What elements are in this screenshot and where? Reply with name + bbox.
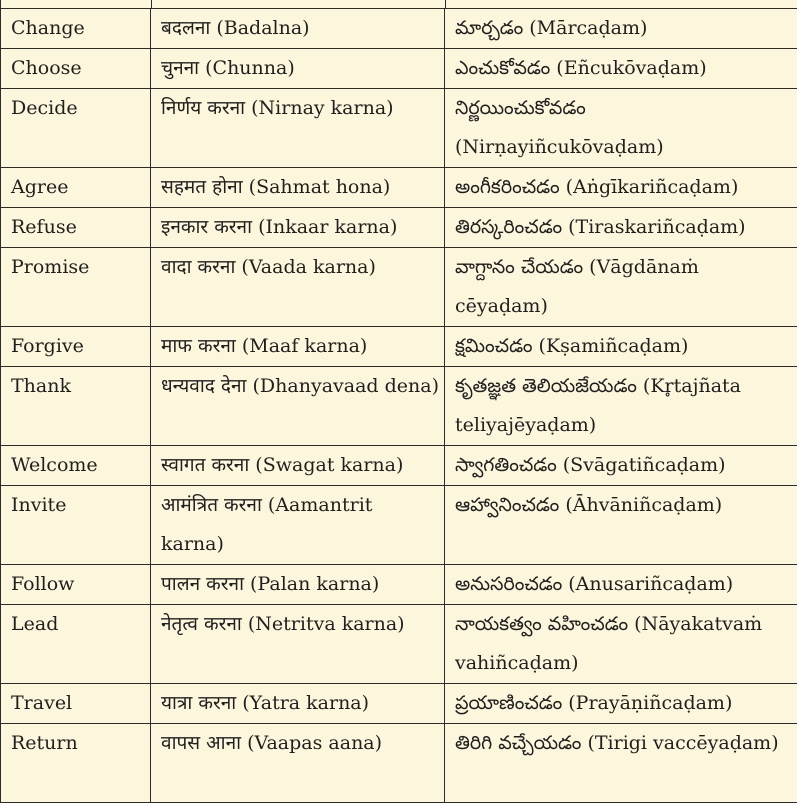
telugu-cell: ఎంచుకోవడం (Eñcukōvaḍam) (445, 49, 797, 89)
english-cell: Decide (1, 89, 151, 168)
hindi-cell: नेतृत्व करना (Netritva karna) (151, 605, 445, 684)
telugu-cell: ఆహ్వానించడం (Āhvāniñcaḍam) (445, 486, 797, 565)
english-cell: Travel (1, 684, 151, 724)
table-row (1, 248, 797, 327)
english-cell: Change (1, 9, 151, 49)
hindi-cell: वापस आना (Vaapas aana) (151, 724, 445, 803)
table-row (1, 565, 797, 605)
english-cell: Agree (1, 168, 151, 208)
table-row (1, 367, 797, 446)
hindi-cell: धन्यवाद देना (Dhanyavaad dena) (151, 367, 445, 446)
hindi-cell: बदलना (Badalna) (151, 9, 445, 49)
telugu-cell: తిరిగి వచ్చేయడం (Tirigi vaccēyaḍam) (445, 724, 797, 803)
telugu-cell: కృతజ్ఞత తెలియజేయడం (Kr̥tajñata teliyajēyaḍam) (445, 367, 797, 446)
english-cell: Thank (1, 367, 151, 446)
telugu-cell: మార్చడం (Mārcaḍam) (445, 9, 797, 49)
hindi-cell: सहमत होना (Sahmat hona) (151, 168, 445, 208)
english-cell: Return (1, 724, 151, 803)
table-row (1, 327, 797, 367)
english-cell: Welcome (1, 446, 151, 486)
hindi-cell: यात्रा करना (Yatra karna) (151, 684, 445, 724)
table-row (1, 208, 797, 248)
hindi-cell: पालन करना (Palan karna) (151, 565, 445, 605)
english-cell: Follow (1, 565, 151, 605)
hindi-cell: आमंत्रित करना (Aamantrit karna) (151, 486, 445, 565)
hindi-cell: माफ करना (Maaf karna) (151, 327, 445, 367)
telugu-cell: నాయకత్వం వహించడం (Nāyakatvaṁ vahiñcaḍam) (445, 605, 797, 684)
table-row (1, 446, 797, 486)
table-row (1, 89, 797, 168)
english-cell: Promise (1, 248, 151, 327)
hindi-cell: स्वागत करना (Swagat karna) (151, 446, 445, 486)
table-row (1, 605, 797, 684)
english-cell: Refuse (1, 208, 151, 248)
english-cell: Lead (1, 605, 151, 684)
hindi-cell: निर्णय करना (Nirnay karna) (151, 89, 445, 168)
english-cell: Choose (1, 49, 151, 89)
telugu-cell: అనుసరించడం (Anusariñcaḍam) (445, 565, 797, 605)
telugu-cell: అంగీకరించడం (Aṅgīkariñcaḍam) (445, 168, 797, 208)
table-row (1, 486, 797, 565)
table-row (1, 684, 797, 724)
hindi-cell: वादा करना (Vaada karna) (151, 248, 445, 327)
table-row (1, 49, 797, 89)
verb-translation-table (0, 8, 797, 803)
table-row (1, 724, 797, 803)
hindi-cell: चुनना (Chunna) (151, 49, 445, 89)
hindi-cell: इनकार करना (Inkaar karna) (151, 208, 445, 248)
english-cell: Invite (1, 486, 151, 565)
telugu-cell: వాగ్దానం చేయడం (Vāgdānaṁ cēyaḍam) (445, 248, 797, 327)
telugu-cell: ప్రయాణించడం (Prayāṇiñcaḍam) (445, 684, 797, 724)
english-cell: Forgive (1, 327, 151, 367)
telugu-cell: నిర్ణయించుకోవడం (Nirṇayiñcukōvaḍam) (445, 89, 797, 168)
table-row (1, 168, 797, 208)
telugu-cell: తిరస్కరించడం (Tiraskariñcaḍam) (445, 208, 797, 248)
telugu-cell: క్షమించడం (Kṣamiñcaḍam) (445, 327, 797, 367)
telugu-cell: స్వాగతించడం (Svāgatiñcaḍam) (445, 446, 797, 486)
table-row (1, 9, 797, 49)
